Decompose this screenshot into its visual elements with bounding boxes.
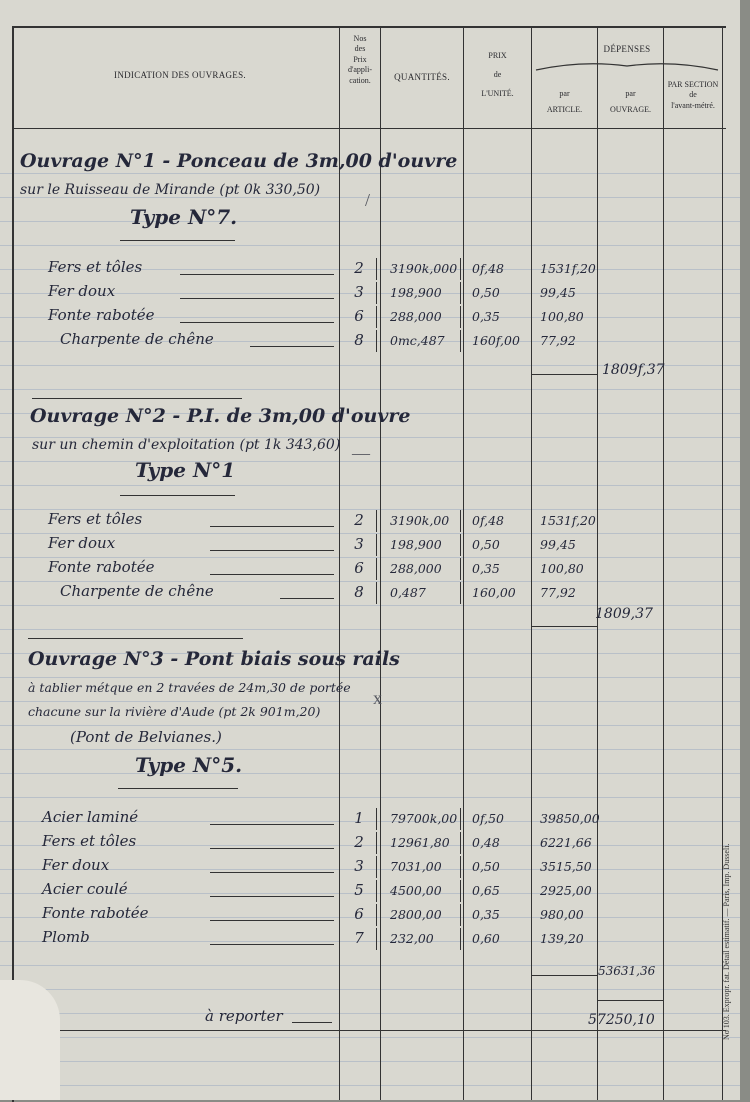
item-quantity: 7031,00 [390, 859, 442, 874]
ouvrage-2-title: Ouvrage N°2 - P.I. de 3m,00 d'ouvre [30, 405, 411, 427]
item-index: 2 [354, 511, 364, 529]
ouvrage-3-rule [118, 788, 238, 789]
item-article: 100,80 [540, 561, 584, 576]
item-tick [376, 904, 377, 926]
item-prix: 0,50 [472, 285, 500, 300]
item-dash [210, 872, 334, 873]
ouvrage-1-rule [120, 240, 235, 241]
item-label: Fers et tôles [42, 832, 137, 850]
item-label: Fers et tôles [48, 510, 143, 528]
item-tick [460, 258, 461, 280]
item-article: 6221,66 [540, 835, 592, 850]
item-article: 39850,00 [540, 811, 600, 826]
header-prix-app: Nos des Prix d'appli- cation. [347, 34, 373, 85]
item-label: Fonte rabotée [48, 306, 155, 324]
item-label: Plomb [42, 928, 90, 946]
item-label: Acier laminé [42, 808, 139, 826]
item-article: 2925,00 [540, 883, 592, 898]
item-label: Acier coulé [42, 880, 128, 898]
brace-icon [532, 58, 722, 74]
ouvrage-3-type: Type N°5. [135, 753, 243, 777]
item-index: 1 [354, 809, 364, 827]
ouvrage-3-mark: x [373, 688, 382, 708]
item-dash [180, 274, 334, 275]
ouvrage-3-sub3: (Pont de Belvianes.) [70, 728, 222, 746]
item-quantity: 198,900 [390, 537, 442, 552]
report-label: à reporter [205, 1007, 283, 1025]
header-par-article: par ARTICLE. [546, 89, 583, 114]
item-dash [280, 598, 334, 599]
item-quantity: 4500,00 [390, 883, 442, 898]
item-tick [376, 534, 377, 556]
item-tick [376, 832, 377, 854]
report-rule [14, 1030, 726, 1031]
item-tick [460, 306, 461, 328]
header-rule [14, 128, 726, 129]
item-label: Charpente de chêne [60, 330, 214, 348]
item-quantity: 288,000 [390, 309, 442, 324]
col-rule-ouvrage [597, 28, 598, 1100]
item-prix: 0,48 [472, 835, 500, 850]
col-rule-qty [380, 28, 381, 1100]
item-tick [460, 928, 461, 950]
item-label: Fers et tôles [48, 258, 143, 276]
item-prix: 0,50 [472, 859, 500, 874]
item-tick [460, 282, 461, 304]
report-value: 57250,10 [588, 1012, 655, 1028]
item-index: 2 [354, 833, 364, 851]
ouvrage-2-sumline [531, 626, 597, 627]
item-tick [376, 258, 377, 280]
item-index: 6 [354, 559, 364, 577]
ouvrage-1-total: 1809f,37 [602, 362, 665, 378]
item-index: 3 [354, 283, 364, 301]
item-prix: 0f,48 [472, 261, 505, 276]
item-label: Fer doux [42, 856, 110, 874]
item-dash [210, 944, 334, 945]
item-article: 77,92 [540, 333, 576, 348]
item-prix: 0,35 [472, 561, 500, 576]
item-tick [376, 928, 377, 950]
item-index: 6 [354, 905, 364, 923]
item-tick [460, 856, 461, 878]
item-prix: 160f,00 [472, 333, 520, 348]
item-index: 3 [354, 857, 364, 875]
item-prix: 0,65 [472, 883, 500, 898]
ouvrage-3-total: 53631,36 [598, 964, 656, 978]
item-prix: 0,60 [472, 931, 500, 946]
item-tick [376, 510, 377, 532]
ouvrage-1-mark: / [365, 190, 371, 210]
item-index: 7 [354, 929, 364, 947]
ouvrage-2-type: Type N°1 [135, 458, 236, 482]
item-quantity: 79700k,00 [390, 811, 458, 826]
item-dash [210, 848, 334, 849]
header-par-section: PAR SECTION de l'avant-métré. [667, 80, 719, 110]
torn-corner [0, 980, 60, 1100]
item-article: 3515,50 [540, 859, 592, 874]
item-article: 1531f,20 [540, 513, 596, 528]
ouvrage-2-rule [120, 495, 235, 496]
item-quantity: 0,487 [390, 585, 426, 600]
item-quantity: 198,900 [390, 285, 442, 300]
item-quantity: 0mc,487 [390, 333, 445, 348]
ouvrage-2-total: 1809,37 [595, 606, 653, 622]
item-dash [180, 298, 334, 299]
ouvrage-3-sumline [531, 975, 597, 976]
ouvrage-3-title: Ouvrage N°3 - Pont biais sous rails [28, 648, 400, 670]
item-prix: 0,35 [472, 309, 500, 324]
item-quantity: 3190k,00 [390, 513, 450, 528]
col-rule-section [663, 28, 664, 1100]
item-dash [210, 824, 334, 825]
item-tick [460, 558, 461, 580]
item-label: Charpente de chêne [60, 582, 214, 600]
item-quantity: 12961,80 [390, 835, 450, 850]
item-tick [460, 510, 461, 532]
item-tick [376, 330, 377, 352]
item-index: 5 [354, 881, 364, 899]
item-tick [460, 534, 461, 556]
header-prix-unite: PRIX de L'UNITÉ. [481, 51, 514, 99]
item-article: 139,20 [540, 931, 584, 946]
item-dash [210, 896, 334, 897]
item-label: Fer doux [48, 534, 116, 552]
item-quantity: 288,000 [390, 561, 442, 576]
item-article: 99,45 [540, 285, 576, 300]
col-rule-article [531, 28, 532, 1100]
item-tick [460, 904, 461, 926]
item-dash [180, 322, 334, 323]
ouvrage-1-sub: sur le Ruisseau de Mirande (pt 0k 330,50) [20, 182, 321, 198]
item-tick [460, 832, 461, 854]
item-label: Fonte rabotée [48, 558, 155, 576]
header-par-ouvrage: par OUVRAGE. [609, 89, 652, 114]
item-index: 8 [354, 331, 364, 349]
item-prix: 0,35 [472, 907, 500, 922]
ouvrage-3-top-rule [28, 638, 243, 639]
item-tick [376, 306, 377, 328]
item-dash [210, 526, 334, 527]
col-rule-prix [463, 28, 464, 1100]
ouvrage-2-mark: — [352, 443, 370, 463]
item-article: 99,45 [540, 537, 576, 552]
item-tick [376, 582, 377, 604]
item-tick [460, 880, 461, 902]
item-tick [460, 808, 461, 830]
item-dash [250, 346, 334, 347]
item-prix: 0f,50 [472, 811, 505, 826]
item-dash [210, 920, 334, 921]
item-label: Fer doux [48, 282, 116, 300]
item-quantity: 2800,00 [390, 907, 442, 922]
item-article: 77,92 [540, 585, 576, 600]
header-quantites: QUANTITÉS. [394, 72, 450, 82]
item-prix: 160,00 [472, 585, 516, 600]
item-index: 8 [354, 583, 364, 601]
item-tick [376, 282, 377, 304]
margin-note: No 103. Expropr. fat. Détail estimatif. — Paris, Imp. Dusseli. [722, 843, 731, 1040]
ouvrage-2-top-rule [32, 398, 242, 399]
item-article: 100,80 [540, 309, 584, 324]
item-dash [210, 574, 334, 575]
item-quantity: 232,00 [390, 931, 434, 946]
ouvrage-1-type: Type N°7. [130, 205, 238, 229]
header-depenses: DÉPENSES [603, 44, 651, 54]
header-indication: INDICATION DES OUVRAGES. [114, 70, 246, 80]
ouvrage-3-sub2: chacune sur la rivière d'Aude (pt 2k 901m,20) [28, 704, 321, 719]
item-tick [460, 330, 461, 352]
item-label: Fonte rabotée [42, 904, 149, 922]
item-tick [376, 856, 377, 878]
report-sumline [597, 1000, 663, 1001]
item-dash [210, 550, 334, 551]
item-tick [376, 808, 377, 830]
report-dash [292, 1022, 332, 1023]
item-index: 6 [354, 307, 364, 325]
ouvrage-3-sub: à tablier métque en 2 travées de 24m,30 de portée [28, 680, 351, 695]
ouvrage-1-title: Ouvrage N°1 - Ponceau de 3m,00 d'ouvre [20, 150, 458, 172]
item-prix: 0,50 [472, 537, 500, 552]
col-rule-index [339, 28, 340, 1100]
item-quantity: 3190k,000 [390, 261, 458, 276]
item-tick [376, 880, 377, 902]
item-prix: 0f,48 [472, 513, 505, 528]
item-tick [376, 558, 377, 580]
ouvrage-1-sumline [531, 374, 597, 375]
item-tick [460, 582, 461, 604]
item-article: 980,00 [540, 907, 584, 922]
item-index: 3 [354, 535, 364, 553]
item-index: 2 [354, 259, 364, 277]
ouvrage-2-sub: sur un chemin d'exploitation (pt 1k 343,60) [32, 437, 341, 453]
item-article: 1531f,20 [540, 261, 596, 276]
